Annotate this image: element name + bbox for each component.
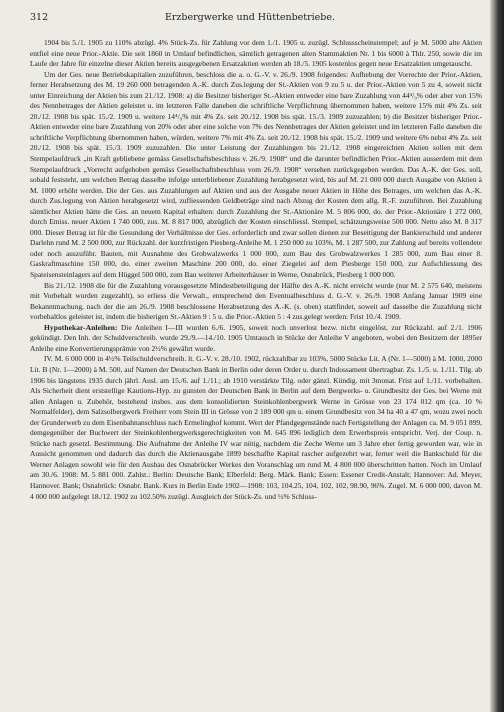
paragraph-minimum-participation: Bis 21./12. 1908 die für die Zuzahlung vorausgesetzte Mindestbeteiligung der Hälfte des A.-K. nicht erreicht wurde (nur M. 2 575 640, meistens mit Vorbehalt wurden zugezahlt), so erliess die Verwalt., entsprechend den Eventualbeschluss d. G.-V. v. 26./9. 1908 Anfang Januar 1909 eine Bekanntmachung, nach der die am 26./9. 1908 beschlossene Herabsetzung des A.-K. (s. oben) stattfindet, soweit auf dasselbe die Zuzahlung nicht vorbehaltlos geleistet ist, indem die bisherigen St.-Aktien 9 : 5 u. die Prior.-Aktien 5 : 4 zus.gelegt werden: Frist 10./4. 1909.	[30, 280, 482, 322]
section-heading-hypothekar-anleihen: Hypothekar-Anleihen:	[44, 322, 118, 332]
paragraph-capital-reduction: Um der Ges. neue Betriebskapitalien zuzuführen, beschloss die a. o. G.-V. v. 26./9. 1908 folgendes: Aufhebung der Vorrechte der Prior.-Aktien, ferner Herabsetzung des M. 19 260 000 betragenden A.-K. durch Zus.legung der St.-Aktien von 9 zu 5 u. der Prior.-Aktien von 5 zu 4, soweit nicht unter Einreichung der Aktien bis zum 21./12. 1908: a) die Besitzer bisheriger St.-Aktien entweder eine bare Zuzahlung von 44⁴/₉% oder aber von 15% des Nennbetrages der Aktien geleistet u. im letzteren Falle daneben die schriftliche Verpflichtung übernommen haben, weitere 15% mit 4% Zs. seit 20./12. 1908 bis spät. 15./2. 1909 u. weitere 14⁴/₉% mit 4% Zs. seit 20./12. 1908 bis spät. 15./3. 1909 zuzuzahlen; b) die Besitzer bisheriger Prior.-Aktien entweder eine bare Zuzahlung von 20% oder aber eine solche von 7% des Nennbetrages der Aktien geleistet und im letzteren Falle daneben die schriftliche Verpflichtung übernommen haben, würden, weitere 7% mit 4% Zs. seit 20./12. 1908 bis spät. 15./2. 1909 und weitere 6% nebst 4% Zs. seit 20./12. 1908 bis spät. 15./3. 1909 zuzuzahlen. Die unter Leistung der Zuzahlungen bis 21./12. 1908 eingereichten Aktien sollen mit dem Stempelaufdruck „in Kraft gebliebene gemäss Gesellschaftsbeschluss v. 26./9. 1908“ und die darunter befindlichen Prior.-Aktien ausserdem mit dem Stempelaufdruck „Vorrecht aufgehoben gemäss Gesellschaftsbeschluss vom 26./9. 1908“ versehen zurückgegeben werden. Das A.-K. der Ges. soll, sobald feststeht, um welchen Betrag dasselbe infolge unterbliebener Zuzahlung herabgesetzt wird, bis auf M. 21 000 000 durch Ausgabe von Aktien à M. 1000 erhöht werden. Die der Ges. aus Zuzahlungen auf Aktien und aus der Ausgabe neuer Aktien in Höhe des Betrages, um welchen das A.-K. durch Zus.legung von Aktien herabgesetzt wird, zufliessenden Geldbeträge sind nach Abzug der Kosten dem allg. R.-F. zuzuführen. Bei Zuzahlung sämtlicher Aktien hätte die Ges. an neuem Kapital erhalten: durch Zuzahlung der St.-Aktionäre M. 5 806 000, do. der Prior.-Aktionäre 1 272 000, durch Emiss. neuer Aktien 1 740 000, zus. M. 8 817 000, abzüglich der Kosten einschliessl. Stempel, schätzungsweise 500 000. Netto also M. 8 317 000. Dieser Betrag ist für die Gesundung der Verhältnisse der Ges. erforderlich und zwar sollen dienen zur Beseitigung der Bankierschuld und anderer Darlehn rund M. 2 500 000, zur Rückzahl. der kurzfristigen Piesberg-Anleihe M. 1 250 000 zu 103%, M. 1 287 500, zur Zahlung auf bereits vollendete oder noch auszuführ. Bauten, mit Ausnahme des Grobwalzwerks 1 000 000, zum Bau des Grobwalzwerkes 1 285 000, zum Bau einer 8. Gaskraftmaschine 150 000, do. einer zweiten Maschine 200 000, do. einer Ziegelei auf dem Piesberge 150 000, zur Aufschliessung des Spateisensteinlagers auf dem Hüggel 500 000, zum Bau weiterer Arbeiterhäuser in Werne, Osnabrück, Piesberg 1 000 000.	[30, 69, 482, 280]
paragraph-loan-iv: IV. M. 6 000 000 in 4½% Teilschuldverschreib. lt. G.-V. v. 28./10. 1902, rückzahlbar zu 103%, 5000 Stücke Lit. A (Nr. 1—5000) à M. 1000, 2000 Lit. B (Nr. 1—2000) à M. 500, auf Namen der Deutschen Bank in Berlin oder deren Order u. durch Indossament übertragbar. Zs. 1./5. u. 1./11. Tilg. ab 1906 bis längstens 1935 durch jährl. Ausl. am 15./6. auf 1./11.; ab 1910 verstärkte Tilg. oder gänzl. Kündig. mit 3monat. Frist auf 1./11. vorbehalten. Als Sicherheit dient erststellige Kautions-Hyp. zu gunsten der Deutschen Bank in Berlin auf dem Bergwerks- u. Grundbesitz der Ges. bei Werne mit allen Anlagen u. Zubehör, bestehend insbes. aus dem konsolidierten Steinkohlenbergwerk Werne in Grösse von 23 174 012 qm (ca. 10 % Normalfelder), dem Salzsolbergwerk Freiherr vom Stein III in Grösse von 2 189 000 qm u. einem Grundbesitz von 34 ha 40 a 47 qm, wozu zwei noch der Grunderwerb zu dem Eisenbahnanschluss nach Ermelinghof kommt. Wert der Pfandgegenstände nach Fertigstellung der Anlagen ca. M. 9 051 899, demgegenüber der Buchwert der Steinkohlenbergwerksgerechtigkeiten von M. 645 896 lediglich dem Erwerbspreis entspricht. Verj. der Coup. n. Stücke nach gesetzl. Bestimmung. Die Aufnahme der Anleihe IV war nötig, nachdem die Zeche Werne um 3 Jahre eher fertig geworden war, wie in Aussicht genommen und dadurch das durch die Aktienausgabe 1899 beschaffte Kapital rascher aufgezehrt war, ferner weil die Bankschuld für die Werner Anlagen sowohl wie für den Ausbau des Osnabrücker Werkes den Voranschlag um rund M. 4 800 000 überschritten hatten. Noch im Umlauf am 30./6. 1908: M. 5 881 000. Zahlst.: Berlin: Deutsche Bank; Elberfeld: Berg. Märk. Bank; Essen: Essener Credit-Anstalt; Hannover: Ad. Meyer, Hannover. Bank; Osnabrück: Osnabr. Bank. Kurs in Berlin Ende 1902—1908: 103, 104.25, 104, 102, 102, 98.90, 96%. Zugel. M. 6 000 000, davon M. 4 000 000 aufgelegt 18./12. 1902 zu 102.50% zuzügl. Ausgleich der Stück-Zs. und ½% Schluss-	[30, 354, 482, 501]
paragraph-mortgage-loans: Hypothekar-Anleihen: Die Anleihen I—III wurden 6./6. 1905, soweit noch unverlost bezw. nicht eingelöst, zur Rückzahl. auf 2./1. 1906 gekündigt. Den Inh. der Schuldverschreib. wurde 29./9.—14./10. 1905 Umtausch in Stücke der Anleihe V angeboten, wobei den Besitzern der 1895er Anleihe eine Konvertierungsprämie von 2½% gewährt wurde.	[30, 322, 482, 353]
body-text	[30, 38, 482, 502]
running-title: Erzbergwerke und Hüttenbetriebe.	[164, 12, 336, 23]
paragraph-share-issue: 1904 bis 5./1. 1905 zu 110% abzügl. 4% Stück-Zs. für Zahlung vor dem 1./1. 1905 u. zuzügl. Schlussscheinstempel; auf je M. 5000 alte Aktien entfiel eine neue Prior.-Aktie. Die seit 1860 in Umlauf befindlichen, sämtlich getragenen alten Stammaktien Nr. 1 bis 6000 à Thlr. 250, sowie die im Laufe der Jahre für einzelne dieser Aktien bereits ausgegebenen Ersatzaktien werden ab 18./5. 1905 kostenlos gegen neue Ersatzaktien umgetauscht.	[30, 38, 482, 69]
page-edge-shadow	[490, 0, 504, 712]
page-header	[30, 12, 470, 26]
page-number: 312	[30, 12, 49, 23]
